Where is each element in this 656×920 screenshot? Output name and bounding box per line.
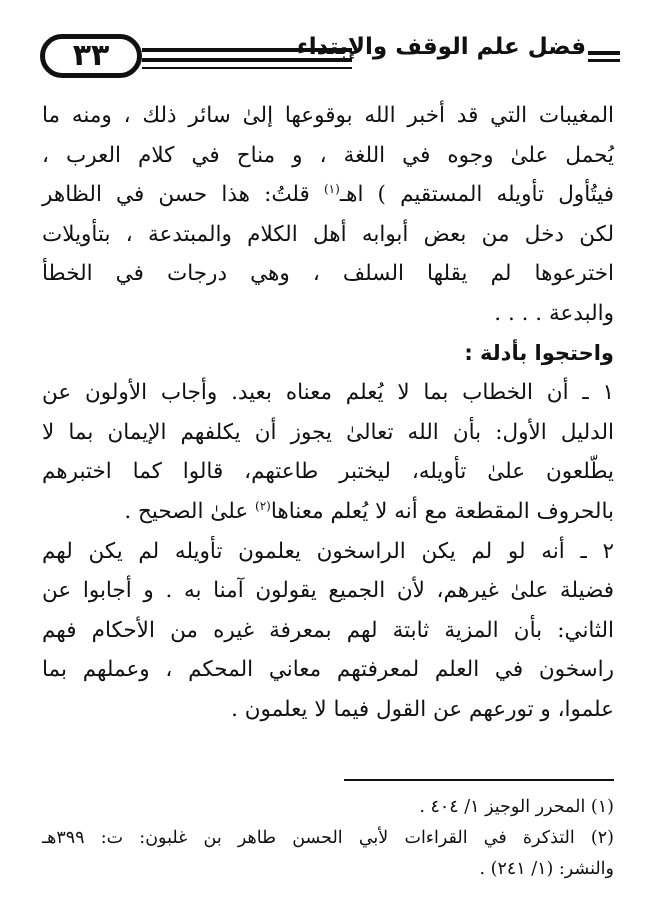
footnote-ref: (١) [323, 182, 340, 197]
text-line: يطّلعون علىٰ تأويله، ليختبر طاعتهم، قالوا كما اختبرهم [42, 459, 614, 485]
footnote-separator [344, 779, 614, 781]
text-line: علموا، و تورعهم عن القول فيما لا يعلمون . [231, 696, 614, 722]
text-line: ١ ـ أن الخطاب بما لا يُعلم معناه بعيد. وأجاب الأولون عن [42, 380, 614, 406]
text-line: الثاني: بأن المزية ثابتة لهم بمعرفة غيره من الأحكام فهم [42, 617, 614, 643]
text-line: المغيبات التي قد أخبر الله بوقوعها إلىٰ سائر ذلك ، ومنه ما [42, 103, 614, 128]
text-line: فيتُأول تأويله المستقيم ) اهـ$^{(١)}$ قلتُ: هذا حسن في الظاهر [42, 182, 614, 208]
page-header [40, 26, 620, 86]
footnote: والنشر: (١/ ٢٤١) . [479, 859, 614, 879]
text-line: والبدعة . . . . [494, 300, 614, 326]
footnote-ref: (٢) [255, 498, 271, 513]
text-line: اخترعوها لم يقلها السلف ، وهي درجات في الخطأ [42, 261, 614, 287]
text-line: الدليل الأول: بأن الله تعالىٰ يجوز أن يكلفهم الإيمان بما لا [42, 419, 614, 445]
running-title: فضل علم الوقف والإبتداء [296, 34, 586, 60]
main-text [42, 96, 614, 730]
text-line: يُحمل علىٰ وجوه في اللغة ، و مناح في كلام العرب ، [42, 142, 614, 168]
text-line: فضيلة علىٰ غيرهم، لأن الجميع يقولون آمنا به . و أجابوا عن [42, 578, 614, 604]
header-rule [142, 67, 352, 69]
footnote: (١) المحرر الوجيز ١/ ٤٠٤ . [419, 797, 614, 817]
header-rule [588, 51, 620, 55]
footnote: (٢) التذكرة في القراءات لأبي الحسن طاهر بن غلبون: ت: ٣٩٩هـ [42, 828, 614, 848]
section-heading: واحتجوا بأدلة : [464, 340, 614, 365]
text-line: راسخون في العلم لمعرفتهم معاني المحكم ، وعملهم بما [42, 657, 614, 683]
text-line: ٢ ـ أنه لو لم يكن الراسخون يعلمون تأويله لم يكن لهم [42, 538, 614, 564]
text-line: بالحروف المقطعة مع أنه لا يُعلم معناها$^{(٢)}$ علىٰ الصحيح . [124, 498, 614, 524]
footnotes [42, 792, 614, 885]
header-rule [588, 59, 620, 62]
text-line: لكن دخل من بعض أبوابه أهل الكلام والمبتدعة ، بتأويلات [42, 221, 614, 247]
page-number: ٣٣ [40, 34, 142, 78]
